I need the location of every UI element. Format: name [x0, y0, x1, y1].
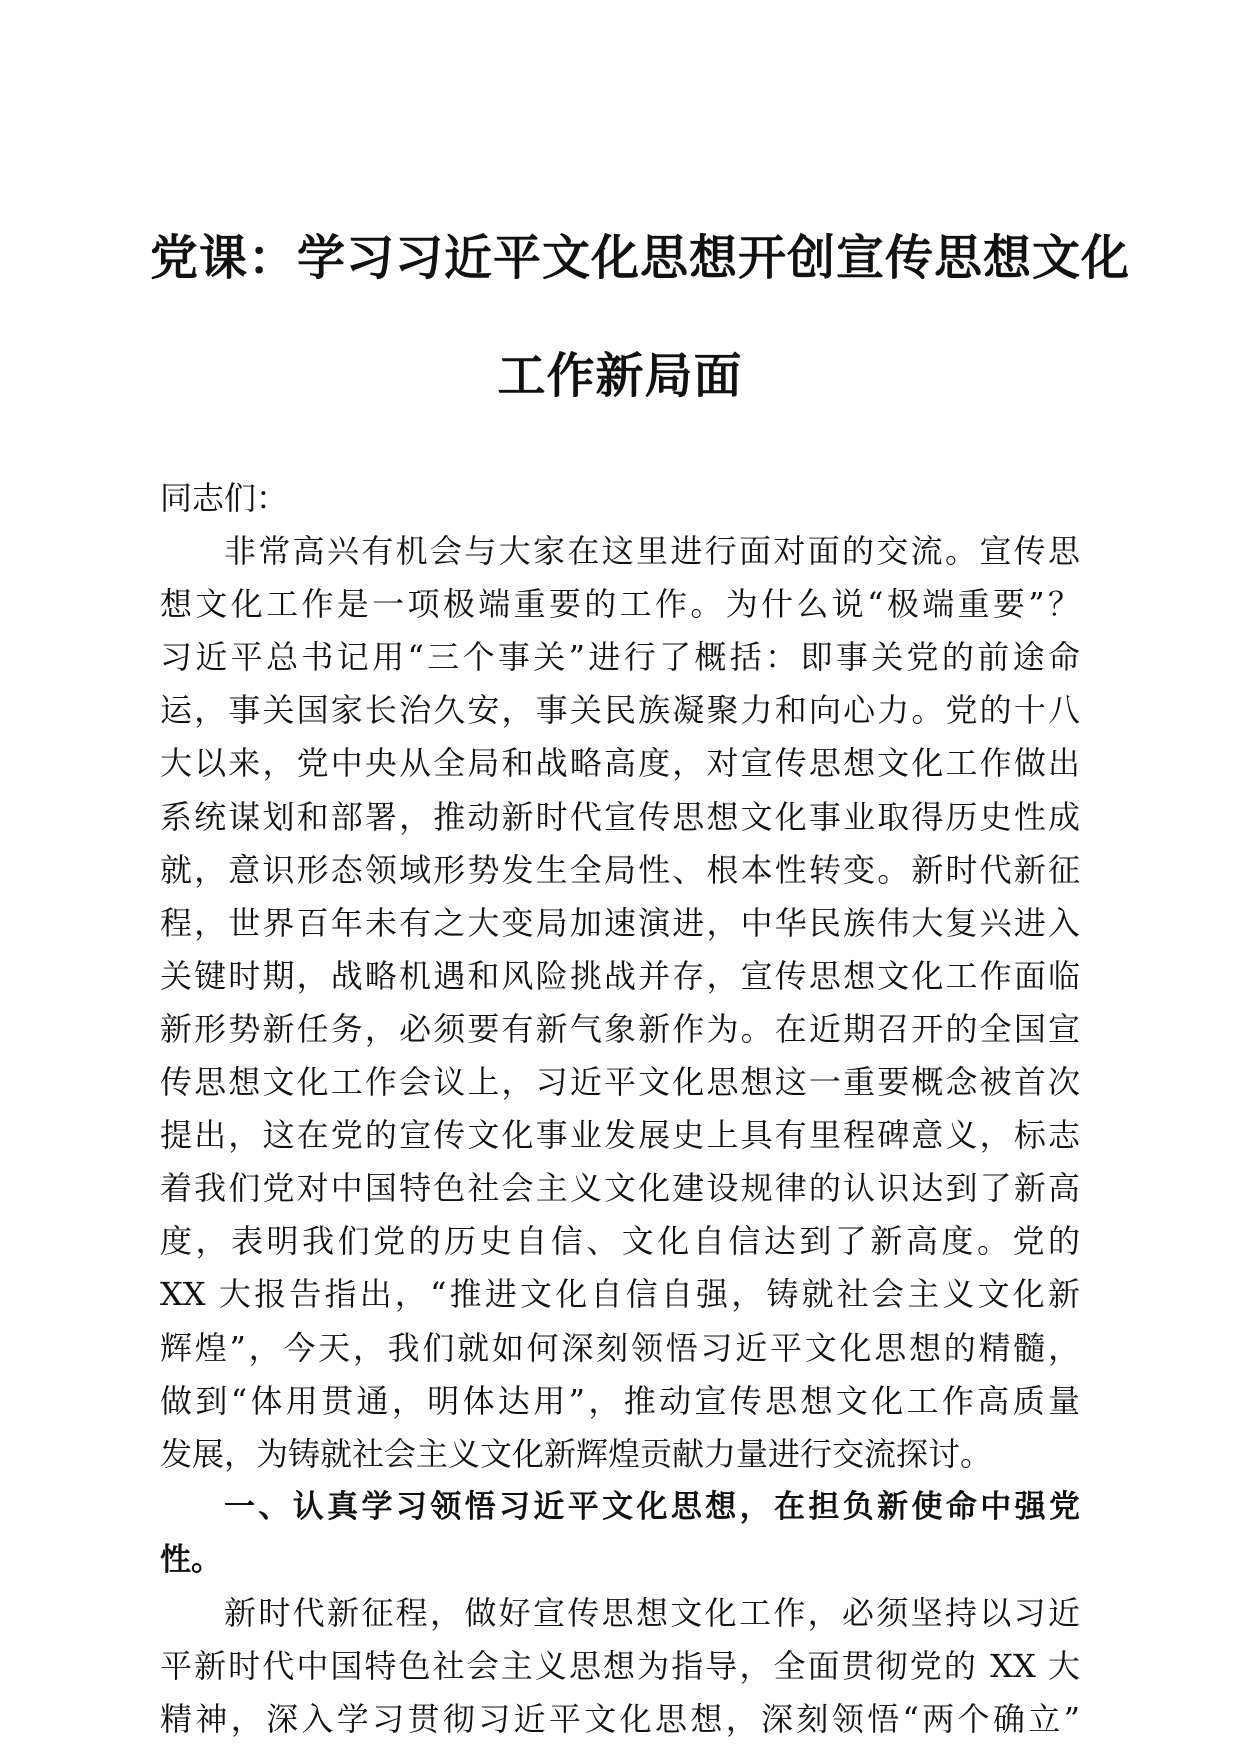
paragraph-line: 就，意识形态领域形势发生全局性、根本性转变。新时代新征 [160, 850, 1080, 889]
document-title-line-1: 党课：学习习近平文化思想开创宣传思想文化 [150, 230, 1131, 286]
paragraph-line: 发展，为铸就社会主义文化新辉煌贡献力量进行交流探讨。 [160, 1434, 993, 1473]
paragraph-line: XX 大报告指出，“推进文化自信自强，铸就社会主义文化新 [160, 1275, 1080, 1314]
paragraph-line: 关键时期，战略机遇和风险挑战并存，宣传思想文化工作面临 [160, 956, 1080, 995]
paragraph-line: 运，事关国家长治久安，事关民族凝聚力和向心力。党的十八 [160, 691, 1080, 730]
paragraph-line: 传思想文化工作会议上，习近平文化思想这一重要概念被首次 [160, 1063, 1080, 1102]
paragraph-line: 辉煌”，今天，我们就如何深刻领悟习近平文化思想的精髓， [160, 1328, 1080, 1367]
paragraph-line: 精神，深入学习贯彻习近平文化思想，深刻领悟“两个确立” [160, 1700, 1080, 1739]
paragraph-line: 新形势新任务，必须要有新气象新作为。在近期召开的全国宣 [160, 1009, 1080, 1048]
paragraph-line: 新时代新征程，做好宣传思想文化工作，必须坚持以习近 [224, 1593, 1080, 1632]
document-title-line-2: 工作新局面 [497, 348, 743, 404]
paragraph-line: 非常高兴有机会与大家在这里进行面对面的交流。宣传思 [224, 532, 1080, 571]
section-heading-1 [160, 1481, 1080, 1587]
heading-line: 性。 [160, 1541, 222, 1578]
document-body [160, 472, 1080, 1746]
paragraph-line: 程，世界百年未有之大变局加速演进，中华民族伟大复兴进入 [160, 903, 1080, 942]
paragraph-line: 系统谋划和部署，推动新时代宣传思想文化事业取得历史性成 [160, 797, 1080, 836]
paragraph-line: 平新时代中国特色社会主义思想为指导，全面贯彻党的 XX 大 [160, 1647, 1080, 1686]
paragraph-line: 度，表明我们党的历史自信、文化自信达到了新高度。党的 [160, 1222, 1080, 1261]
paragraph-line: 做到“体用贯通，明体达用”，推动宣传思想文化工作高质量 [160, 1381, 1080, 1420]
paragraph-line: 习近平总书记用“三个事关”进行了概括：即事关党的前途命 [160, 638, 1080, 677]
paragraph-line: 提出，这在党的宣传文化事业发展史上具有里程碑意义，标志 [160, 1116, 1080, 1155]
paragraph-line: 着我们党对中国特色社会主义文化建设规律的认识达到了新高 [160, 1169, 1080, 1208]
paragraph-1 [160, 525, 1080, 1481]
greeting: 同志们： [160, 479, 289, 517]
paragraph-line: 想文化工作是一项极端重要的工作。为什么说“极端重要”？ [160, 585, 1080, 624]
heading-line: 一、认真学习领悟习近平文化思想，在担负新使命中强党 [224, 1488, 1080, 1525]
paragraph-2 [160, 1587, 1080, 1746]
paragraph-line: 大以来，党中央从全局和战略高度，对宣传思想文化工作做出 [160, 744, 1080, 783]
